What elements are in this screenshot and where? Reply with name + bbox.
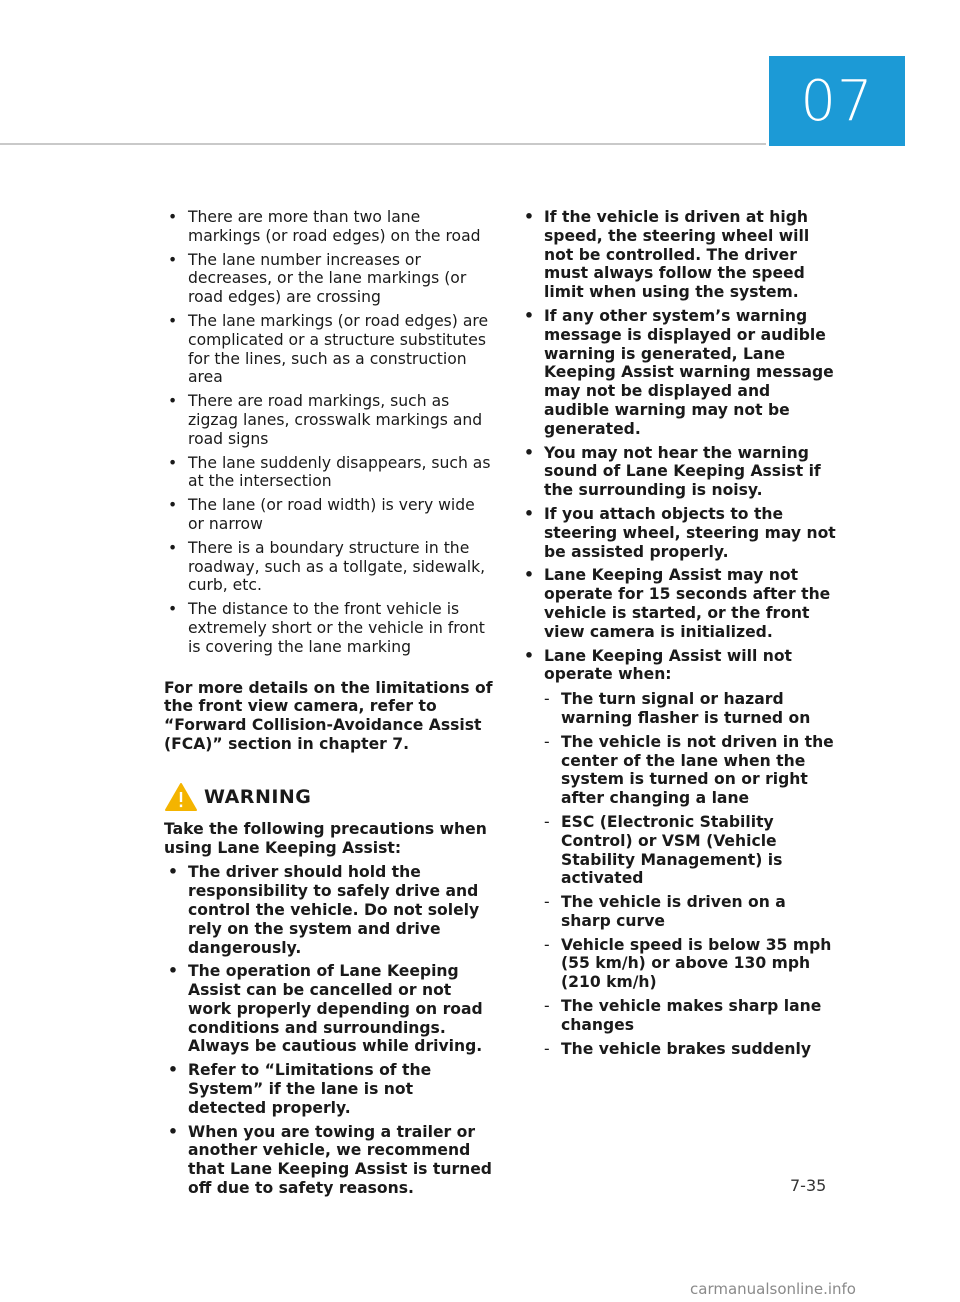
list-item: • The lane markings (or road edges) are complicated or a structure substitutes for the lines, such as a construction area xyxy=(168,311,489,387)
warning-triangle-icon xyxy=(164,782,198,812)
warning-header xyxy=(164,782,494,812)
list-item: • You may not hear the warning sound of Lane Keeping Assist if the surrounding is noisy. xyxy=(524,443,821,500)
bullet-icon: • xyxy=(524,646,534,665)
sub-list-item: - The turn signal or hazard warning flasher is turned on xyxy=(544,690,811,727)
list-item: • There is a boundary structure in the roadway, such as a tollgate, sidewalk, curb, etc. xyxy=(168,538,486,595)
bullet-icon: • xyxy=(168,1122,178,1141)
dash-icon: - xyxy=(544,812,550,831)
list-item: • Lane Keeping Assist may not operate for 15 seconds after the vehicle is started, or the front view camera is initialized. xyxy=(524,566,831,641)
limitations-list xyxy=(164,208,494,657)
page-number: 7-35 xyxy=(790,1176,827,1195)
bullet-icon: • xyxy=(168,208,178,226)
dash-icon: - xyxy=(544,997,550,1016)
list-item: • Refer to “Limitations of the System” if the lane is not detected properly. xyxy=(168,1061,432,1117)
bullet-icon: • xyxy=(168,392,178,411)
warning-continued-list xyxy=(520,208,840,1058)
dash-icon: - xyxy=(544,935,550,954)
dash-icon: - xyxy=(544,690,550,709)
list-item: • The lane (or road width) is very wide or narrow xyxy=(168,496,475,533)
sub-list-item: - The vehicle makes sharp lane changes xyxy=(544,997,822,1034)
sub-list-item: - The vehicle is driven on a sharp curve xyxy=(544,893,786,930)
sub-list-item: - The vehicle is not driven in the center of the lane when the system is turned on or right after changing a lane xyxy=(544,732,834,808)
list-item: • The lane number increases or decreases, or the lane markings (or road edges) are crossing xyxy=(168,250,467,307)
list-item: • The lane suddenly disappears, such as at the intersection xyxy=(168,453,491,491)
list-item: • If you attach objects to the steering wheel, steering may not be assisted properly. xyxy=(524,504,836,561)
bullet-icon: • xyxy=(168,311,178,330)
header-rule xyxy=(0,143,766,145)
sub-list-item: - The vehicle brakes suddenly xyxy=(544,1039,812,1058)
sub-list-item: - Vehicle speed is below 35 mph (55 km/h) or above 130 mph (210 km/h) xyxy=(544,935,832,992)
bullet-icon: • xyxy=(168,538,178,557)
right-column xyxy=(520,208,840,1063)
list-item: • The driver should hold the responsibility to safely drive and control the vehicle. Do not solely rely on the system and drive dangerously. xyxy=(168,863,480,957)
sub-list-item: - ESC (Electronic Stability Control) or VSM (Vehicle Stability Management) is activated xyxy=(544,812,783,888)
left-column xyxy=(164,208,494,1203)
bullet-icon: • xyxy=(168,250,178,269)
chapter-number: 07 xyxy=(800,68,874,134)
bullet-icon: • xyxy=(168,863,178,882)
list-item: • When you are towing a trailer or another vehicle, we recommend that Lane Keeping Assist is turned off due to safety reasons. xyxy=(168,1122,492,1198)
bullet-icon: • xyxy=(524,208,534,226)
watermark: carmanualsonline.info xyxy=(690,1280,856,1298)
camera-note: For more details on the limitations of the front view camera, refer to “Forward Collision-Avoidance Assist (FCA)” section in chapter 7. xyxy=(164,678,493,753)
dash-icon: - xyxy=(544,893,550,912)
list-item: • There are road markings, such as zigzag lanes, crosswalk markings and road signs xyxy=(168,392,483,448)
list-item: • Lane Keeping Assist will not operate when: - The turn signal or hazard warning flasher is turned on - The vehicle is not driven in the center of the lane when the system is turned on or right after changing a lane - ESC (Electronic Stability Control) or VSM (Vehicle Stability Management) is activated - The vehicle is driven on a sharp curve - Vehicle speed is below 35 mph (55 km/h) or above 130 mph (210 km/h) - The vehicle makes sharp lane changes - The vehicle brakes suddenly xyxy=(520,647,840,1059)
warning-title: WARNING xyxy=(204,785,312,808)
chapter-tab xyxy=(769,56,905,146)
bullet-icon: • xyxy=(524,443,534,462)
bullet-icon: • xyxy=(524,504,534,523)
bullet-icon: • xyxy=(168,1061,178,1080)
bullet-icon: • xyxy=(524,306,534,325)
bullet-icon: • xyxy=(168,962,178,981)
warning-intro: Take the following precautions when using Lane Keeping Assist: xyxy=(164,819,487,857)
bullet-icon: • xyxy=(168,600,178,619)
warning-list xyxy=(164,863,494,1198)
list-item: • The operation of Lane Keeping Assist can be cancelled or not work properly depending on road conditions and surroundings. Always be cautious while driving. xyxy=(168,962,483,1056)
bullet-icon: • xyxy=(168,496,178,515)
list-item: • If any other system’s warning message is displayed or audible warning is generated, Lane Keeping Assist warning message may not be displayed and audible warning may not be generated. xyxy=(524,306,834,438)
dash-icon: - xyxy=(544,1039,550,1058)
list-item: • If the vehicle is driven at high speed, the steering wheel will not be controlled. The driver must always follow the speed limit when using the system. xyxy=(524,208,810,302)
bullet-icon: • xyxy=(524,566,534,585)
not-operate-conditions xyxy=(544,690,840,1058)
list-item: • The distance to the front vehicle is extremely short or the vehicle in front is covering the lane marking xyxy=(168,600,485,656)
dash-icon: - xyxy=(544,732,550,751)
list-item: • There are more than two lane markings (or road edges) on the road xyxy=(168,208,481,245)
bullet-icon: • xyxy=(168,453,178,472)
